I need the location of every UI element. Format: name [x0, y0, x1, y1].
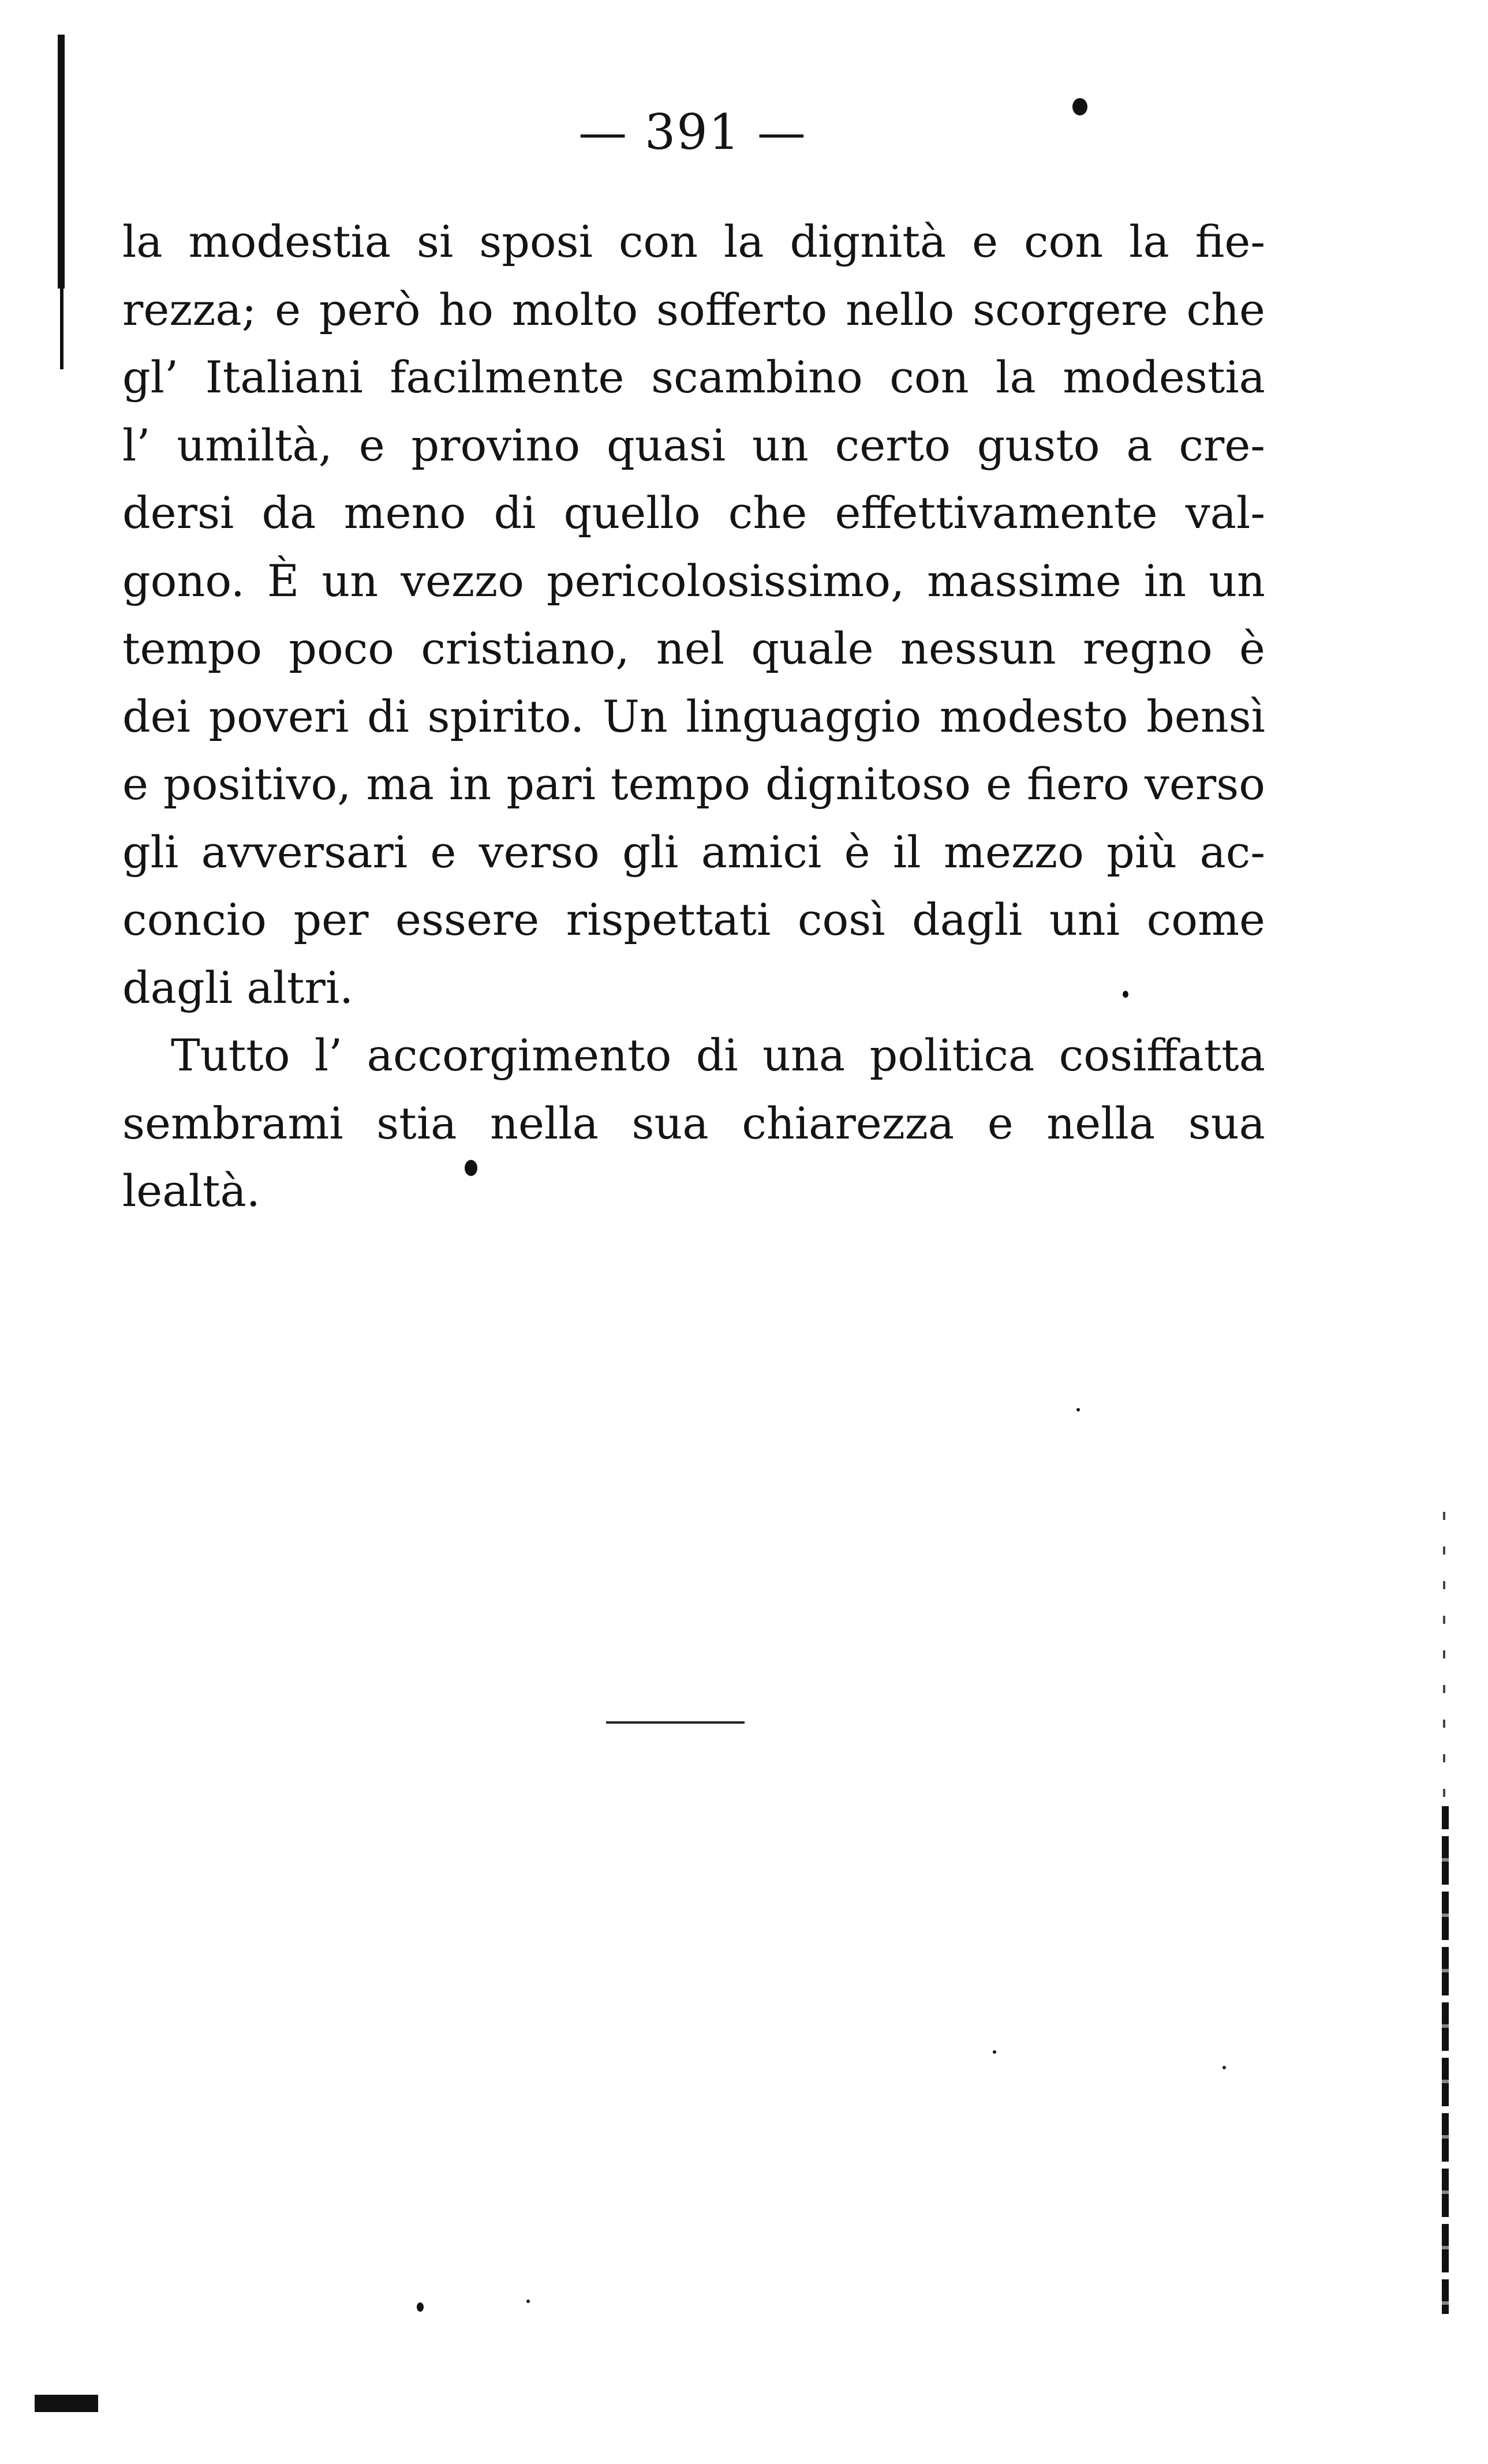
ink-speck [1222, 2066, 1226, 2069]
paragraph-2 [122, 1021, 1265, 1225]
ink-speck [993, 2050, 996, 2054]
ink-speck [417, 2302, 424, 2312]
text-line: gono. È un vezzo pericolosissimo, massime in un [122, 555, 1265, 606]
text-line: tempo poco cristiano, nel quale nessun regno è [122, 623, 1265, 674]
body-text [122, 208, 1265, 1225]
scan-left-edge-mark [58, 35, 65, 289]
text-line: dei poveri di spirito. Un linguaggio modesto bensì [122, 690, 1265, 742]
text-line: dagli altri. [122, 961, 354, 1013]
text-line: la modestia si sposi con la dignità e con la fie- [122, 216, 1265, 267]
text-line: concio per essere rispettati così dagli uni come [122, 894, 1265, 945]
text-line: gli avversari e verso gli amici è il mezzo più ac- [122, 826, 1265, 878]
page-number: — 391 — [578, 104, 807, 160]
paragraph-1 [122, 208, 1265, 1021]
scan-left-edge-mark-lower [60, 289, 63, 369]
scan-right-edge-mark [1442, 1806, 1449, 2314]
text-line: gl’ Italiani facilmente scambino con la modestia [122, 351, 1265, 403]
ink-speck [526, 2300, 530, 2303]
text-line: e positivo, ma in pari tempo dignitoso e fiero verso [122, 758, 1265, 810]
scan-right-edge-thin-mark [1443, 1512, 1445, 1800]
text-line: Tutto l’ accorgimento di una politica cosiffatta [171, 1029, 1265, 1081]
section-end-rule [606, 1721, 745, 1724]
text-line: l’ umiltà, e provino quasi un certo gusto a cre- [122, 419, 1265, 471]
text-line: dersi da meno di quello che effettivamente val- [122, 487, 1265, 538]
scan-corner-mark [35, 2395, 98, 2412]
text-line: sembrami stia nella sua chiarezza e nella sua [122, 1097, 1265, 1149]
text-line: rezza; e però ho molto sofferto nello scorgere che [122, 283, 1265, 335]
text-line: lealtà. [122, 1165, 260, 1216]
ink-speck [1076, 1408, 1080, 1411]
